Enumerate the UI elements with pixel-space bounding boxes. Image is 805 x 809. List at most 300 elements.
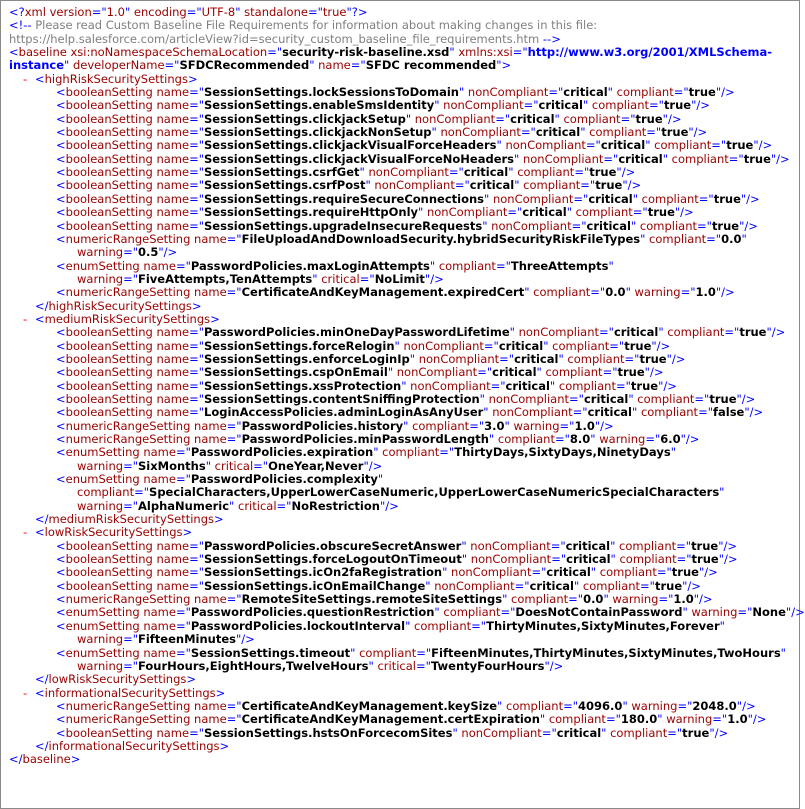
- xml-token: critical: [529, 578, 574, 593]
- xml-token: </: [35, 298, 49, 313]
- xml-line: [5, 727, 797, 740]
- xml-token: compliant: [529, 285, 591, 300]
- xml-token: SessionSettings.enforceLoginIp: [204, 351, 410, 366]
- xml-token: nonCompliant: [423, 205, 508, 220]
- xml-token: critical: [586, 218, 631, 233]
- xml-token: true: [624, 338, 652, 353]
- xml-token: =": [483, 338, 499, 353]
- xml-token: SessionSettings.csrfPost: [204, 178, 366, 193]
- xml-token: <: [56, 592, 66, 607]
- xml-token: SessionSettings.xssProtection: [204, 378, 402, 393]
- xml-token: =": [697, 218, 712, 233]
- xml-token: </: [35, 738, 49, 753]
- xml-token: =": [520, 125, 536, 140]
- xml-token: ": [403, 418, 409, 433]
- xml-token: ": [377, 472, 384, 487]
- xml-token: AlphaNumeric: [138, 498, 230, 513]
- xml-token: <: [56, 698, 66, 713]
- xml-token: =": [123, 458, 138, 473]
- xml-token: <: [56, 418, 66, 433]
- xml-token: <: [56, 725, 66, 740]
- xml-token: nonCompliant: [464, 85, 549, 100]
- xml-token: true: [711, 218, 740, 233]
- xml-line: [5, 433, 797, 446]
- xml-token: ": [482, 218, 488, 233]
- xml-token: ": [549, 378, 556, 393]
- xml-token: ": [622, 698, 628, 713]
- xml-line: [5, 19, 797, 32]
- xml-token: =": [416, 645, 432, 660]
- xml-token: nonCompliant: [519, 151, 604, 166]
- xml-token: =": [590, 285, 606, 300]
- xml-token: =": [658, 592, 674, 607]
- xml-token: =": [123, 632, 138, 647]
- xml-token: booleanSetting: [65, 725, 153, 740]
- xml-token: <: [56, 285, 66, 300]
- xml-token: ": [508, 165, 514, 180]
- xml-token: =": [189, 405, 205, 420]
- xml-token: =": [226, 285, 242, 300]
- xml-token: -->: [542, 31, 561, 46]
- xml-token: critical: [492, 365, 537, 380]
- xml-token: =": [640, 578, 655, 593]
- xml-token: CertificateAndKeyManagement.expiredCert: [241, 285, 525, 300]
- xml-token: PasswordPolicies.history: [241, 418, 404, 433]
- xml-token: =": [189, 365, 205, 380]
- xml-token: compliant: [541, 365, 603, 380]
- xml-token: warning: [627, 698, 678, 713]
- xml-token: ": [539, 712, 546, 727]
- xml-token: informationalSecuritySettings: [44, 685, 216, 700]
- xml-token: compliant: [77, 485, 135, 500]
- xml-token: enumSetting: [65, 258, 140, 273]
- xml-token: compliant: [615, 552, 677, 567]
- xml-line: [5, 273, 797, 286]
- xml-token: ": [682, 605, 688, 620]
- xml-token: ": [658, 325, 664, 340]
- xml-token: "/>: [622, 178, 642, 193]
- xml-token: =": [676, 538, 692, 553]
- xml-token: =": [226, 432, 242, 446]
- xml-line: [5, 633, 797, 646]
- xml-token: =": [599, 325, 614, 340]
- xml-token: ": [582, 98, 589, 113]
- xml-token: nonCompliant: [487, 218, 572, 233]
- xml-line: [5, 513, 797, 526]
- xml-token: compliant: [513, 165, 575, 180]
- xml-token: PasswordPolicies.lockoutInterval: [190, 618, 406, 633]
- xml-token: "/>: [709, 725, 729, 740]
- xml-token: <: [9, 45, 19, 60]
- xml-token: name: [190, 712, 227, 727]
- xml-token: <: [56, 472, 66, 487]
- xml-token: compliant: [612, 85, 674, 100]
- xml-line: [5, 566, 797, 579]
- xml-token: compliant: [579, 578, 641, 593]
- xml-token: "/>: [594, 418, 614, 433]
- xml-token: ": [504, 418, 510, 433]
- xml-token: critical: [234, 498, 277, 513]
- xml-token: SessionSettings.timeout: [190, 645, 351, 660]
- xml-token: <!--: [9, 18, 36, 33]
- xml-token: critical: [498, 338, 544, 353]
- xml-token: ": [442, 565, 448, 580]
- xml-token: ": [502, 592, 508, 607]
- xml-token: =": [605, 712, 621, 727]
- xml-token: "/>: [766, 325, 786, 340]
- xml-line: [5, 86, 797, 99]
- xml-token: "/>: [785, 605, 805, 620]
- xml-token: warning: [687, 605, 738, 620]
- xml-token: compliant: [563, 351, 625, 366]
- xml-token: numericRangeSetting: [65, 432, 191, 446]
- xml-line: [5, 366, 797, 379]
- xml-token: booleanSetting: [65, 405, 153, 420]
- xml-token: SessionSettings.clickjackVisualForceHeaders: [204, 138, 497, 153]
- xml-token: mediumRiskSecuritySettings: [48, 512, 215, 527]
- xml-token: "/>: [747, 712, 767, 727]
- xml-token: compliant: [548, 338, 610, 353]
- xml-token: =": [439, 445, 455, 460]
- xml-token: <: [56, 432, 66, 446]
- xml-token: OneYear,Never: [268, 458, 364, 473]
- xml-token: baseline: [22, 752, 71, 767]
- xml-token: critical: [535, 125, 581, 140]
- xml-token: <: [56, 391, 66, 406]
- xml-token: ": [312, 271, 318, 286]
- xml-token: CertificateAndKeyManagement.certExpiration: [241, 712, 540, 727]
- xml-token: =": [189, 218, 205, 233]
- xml-token: nonCompliant: [411, 111, 496, 126]
- xml-token: booleanSetting: [65, 151, 153, 166]
- xml-token: =": [609, 338, 625, 353]
- xml-token: numericRangeSetting: [65, 712, 191, 727]
- xml-token: DoesNotContainPassword: [515, 605, 683, 620]
- xml-token: name: [139, 605, 176, 620]
- xml-token: critical: [514, 351, 559, 366]
- xml-token: ": [64, 58, 70, 73]
- xml-token: critical: [522, 205, 567, 220]
- xml-token: SessionSettings.hstsOnForcecomSites: [204, 725, 453, 740]
- xml-token: SessionSettings.forceLogoutOnTimeout: [204, 552, 462, 567]
- xml-token: PasswordPolicies.minOneDayPasswordLifetime: [204, 325, 510, 340]
- xml-token: ": [662, 151, 669, 166]
- xml-token: ": [590, 565, 597, 580]
- xml-token: true: [671, 565, 699, 580]
- xml-token: true: [617, 365, 645, 380]
- xml-token: http://www.w3.org/2001/XMLSchema-: [527, 45, 773, 60]
- xml-token: "/>: [691, 98, 710, 113]
- xml-token: ": [524, 285, 530, 300]
- xml-token: =": [507, 205, 523, 220]
- xml-token: ": [359, 165, 365, 180]
- xml-token: ": [610, 538, 616, 553]
- xml-token: ": [741, 231, 747, 246]
- xml-token: =": [189, 338, 205, 353]
- xml-token: ": [670, 445, 676, 460]
- xml-token: 8.0: [569, 432, 591, 446]
- xml-token: standalone: [240, 5, 308, 19]
- xml-token: =": [677, 698, 693, 713]
- xml-token: ": [590, 432, 596, 446]
- xml-line: [5, 393, 797, 406]
- xml-token: ": [434, 98, 440, 113]
- xml-document: [5, 5, 805, 767]
- xml-token: =": [646, 125, 662, 140]
- xml-line: [5, 700, 797, 713]
- collapse-toggle[interactable]: -: [23, 311, 28, 326]
- xml-token: warning: [77, 458, 124, 473]
- xml-token: enumSetting: [65, 445, 140, 460]
- xml-token: =": [189, 538, 205, 553]
- xml-token: booleanSetting: [65, 338, 153, 353]
- xml-line: [5, 166, 797, 179]
- xml-token: "/>: [424, 271, 444, 286]
- xml-token: true: [743, 151, 771, 166]
- xml-token: None: [752, 605, 786, 620]
- xml-token: <: [56, 85, 66, 100]
- xml-token: =": [175, 258, 191, 273]
- xml-line: [5, 593, 797, 606]
- collapse-toggle[interactable]: -: [23, 71, 28, 86]
- xml-token: "?>: [346, 5, 368, 19]
- xml-token: critical: [211, 458, 254, 473]
- xml-token: warning: [77, 271, 124, 286]
- xml-token: booleanSetting: [65, 85, 153, 100]
- xml-token: compliant: [355, 645, 417, 660]
- xml-token: booleanSetting: [65, 378, 153, 393]
- xml-token: booleanSetting: [65, 578, 153, 593]
- xml-token: name: [152, 191, 190, 206]
- xml-token: SessionSettings.upgradeInsecureRequests: [204, 218, 483, 233]
- xml-token: </: [9, 752, 23, 767]
- xml-token: "/>: [666, 351, 686, 366]
- xml-token: =": [499, 351, 515, 366]
- xml-token: FifteenMinutes: [138, 632, 236, 647]
- xml-token: =": [667, 725, 683, 740]
- xml-token: version: [45, 5, 92, 19]
- xml-token: ": [628, 391, 634, 406]
- xml-token: =": [226, 231, 242, 246]
- xml-token: >: [187, 71, 198, 86]
- xml-token: <: [56, 205, 66, 220]
- xml-token: SessionSettings.csrfGet: [204, 165, 360, 180]
- xml-token: =": [189, 552, 205, 567]
- xml-token: <: [56, 618, 66, 633]
- xml-line: [5, 313, 797, 326]
- xml-token: 1.0: [673, 592, 694, 607]
- xml-token: >: [215, 685, 226, 700]
- xml-token: critical: [317, 271, 360, 286]
- xml-token: highRiskSecuritySettings: [48, 298, 192, 313]
- xml-token: highRiskSecuritySettings: [44, 71, 188, 86]
- xml-token: ": [365, 178, 371, 193]
- xml-token: <: [35, 311, 45, 326]
- xml-token: =": [559, 418, 575, 433]
- xml-token: true: [688, 85, 716, 100]
- xml-token: </: [35, 672, 49, 687]
- xml-token: =": [512, 45, 528, 60]
- xml-token: FifteenMinutes,ThirtyMinutes,SixtyMinutes,TwoHours: [431, 645, 781, 660]
- xml-token: =": [680, 285, 696, 300]
- xml-token: ": [625, 285, 631, 300]
- xml-token: ": [368, 658, 374, 673]
- xml-token: warning: [77, 658, 124, 673]
- xml-token: =": [175, 645, 191, 660]
- xml-token: <: [56, 712, 66, 727]
- xml-token: NoLimit: [374, 271, 425, 286]
- xml-line: [5, 660, 797, 673]
- xml-token: compliant: [572, 205, 633, 220]
- xml-token: true: [713, 191, 741, 206]
- xml-token: RemoteSiteSettings.remoteSiteSettings: [241, 592, 503, 607]
- xml-token: ": [640, 231, 646, 246]
- xml-token: ": [452, 725, 458, 740]
- xml-token: warning: [595, 432, 646, 446]
- xml-token: ": [229, 498, 235, 513]
- xml-token: warning: [630, 285, 681, 300]
- xml-token: ": [601, 725, 607, 740]
- xml-token: booleanSetting: [65, 165, 153, 180]
- xml-token: "/>: [688, 125, 708, 140]
- xml-token: =": [523, 98, 539, 113]
- xml-token: =": [572, 405, 588, 420]
- xml-token: "/>: [616, 165, 636, 180]
- xml-token: true: [726, 138, 754, 153]
- xml-token: enumSetting: [65, 645, 140, 660]
- xml-token: compliant: [606, 725, 668, 740]
- xml-token: nonCompliant: [466, 538, 551, 553]
- xml-token: true: [663, 98, 692, 113]
- xml-token: SessionSettings.icOn2faRegistration: [204, 565, 443, 580]
- xml-token: <: [56, 125, 66, 140]
- xml-token: <: [56, 552, 66, 567]
- xml-token: "/>: [158, 245, 178, 260]
- xml-token: =": [711, 138, 727, 153]
- xml-line: [5, 46, 797, 59]
- collapse-toggle[interactable]: -: [23, 525, 28, 540]
- xml-token: "/>: [715, 85, 735, 100]
- xml-token: compliant: [636, 218, 697, 233]
- xml-token: =": [123, 498, 138, 513]
- xml-token: "/>: [363, 458, 383, 473]
- xml-token: critical: [588, 191, 633, 206]
- xml-token: true: [682, 725, 710, 740]
- xml-token: critical: [618, 151, 663, 166]
- xml-token: critical: [566, 552, 611, 567]
- xml-token: "/>: [693, 592, 713, 607]
- xml-token: ": [573, 578, 580, 593]
- xml-line: [5, 687, 797, 700]
- xml-token: security-risk-baseline.xsd: [282, 45, 450, 60]
- xml-token: SessionSettings.clickjackSetup: [204, 111, 406, 126]
- xml-token: =": [123, 245, 138, 260]
- xml-token: 0.5: [138, 245, 159, 260]
- xml-token: "/>: [715, 285, 735, 300]
- xml-token: booleanSetting: [65, 538, 153, 553]
- xml-token: PasswordPolicies.complexity: [190, 472, 378, 487]
- xml-token: compliant: [378, 445, 440, 460]
- xml-token: lowRiskSecuritySettings: [48, 672, 187, 687]
- xml-token: =": [649, 98, 664, 113]
- xml-token: ": [405, 618, 411, 633]
- xml-token: =": [189, 205, 205, 220]
- xml-token: booleanSetting: [65, 125, 153, 140]
- xml-token: ": [610, 552, 616, 567]
- xml-token: =": [471, 618, 487, 633]
- xml-token: nonCompliant: [406, 378, 491, 393]
- xml-token: 1.0: [106, 5, 125, 19]
- xml-token: enumSetting: [65, 605, 140, 620]
- xml-token: 1.0: [695, 285, 716, 300]
- xml-token: warning: [608, 592, 659, 607]
- xml-token: =": [573, 191, 589, 206]
- xml-token: PasswordPolicies.questionRestriction: [190, 605, 435, 620]
- xml-token: "/>: [680, 432, 700, 446]
- collapse-toggle[interactable]: -: [23, 685, 28, 700]
- xml-token: instance: [9, 58, 65, 73]
- xml-token: ": [429, 258, 436, 273]
- xml-token: critical: [505, 378, 550, 393]
- xml-token: https://help.salesforce.com/articleView?id=security_custom_baseline_file_requirements.htm: [9, 31, 543, 46]
- xml-token: warning: [77, 498, 124, 513]
- xml-token: name: [190, 698, 227, 713]
- xml-token: PasswordPolicies.maxLoginAttempts: [190, 258, 430, 273]
- xml-token: name: [152, 578, 190, 593]
- xml-token: true: [647, 205, 675, 220]
- xml-token: =": [554, 432, 570, 446]
- xml-token: name: [152, 218, 190, 233]
- xml-token: PasswordPolicies.obscureSecretAnswer: [204, 538, 462, 553]
- xml-token: SessionSettings.enableSmsIdentity: [204, 98, 435, 113]
- xml-token: nonCompliant: [447, 565, 532, 580]
- xml-line: [5, 580, 797, 593]
- xml-token: compliant: [502, 698, 564, 713]
- xml-token: <: [56, 645, 66, 660]
- xml-token: encoding: [130, 5, 187, 19]
- xml-token: true: [709, 391, 737, 406]
- xml-token: nonCompliant: [393, 365, 478, 380]
- xml-token: =": [477, 365, 493, 380]
- xml-token: lowRiskSecuritySettings: [44, 525, 183, 540]
- xml-token: =": [123, 271, 138, 286]
- xml-token: PasswordPolicies.expiration: [190, 445, 374, 460]
- xml-token: 0.0: [721, 231, 742, 246]
- xml-token: critical: [583, 391, 629, 406]
- xml-token: 3.0: [484, 418, 505, 433]
- xml-token: =": [632, 205, 648, 220]
- xml-token: name: [152, 378, 190, 393]
- xml-token: critical: [373, 658, 416, 673]
- xml-token: =": [189, 191, 205, 206]
- xml-token: =": [514, 578, 530, 593]
- xml-token: ": [235, 5, 241, 19]
- xml-token: SFDC recommended: [365, 58, 497, 73]
- xml-token: true: [595, 178, 623, 193]
- xml-token: <: [56, 378, 66, 393]
- xml-token: ": [608, 258, 614, 273]
- xml-token: =": [276, 498, 292, 513]
- xml-token: ": [484, 191, 490, 206]
- xml-token: =": [189, 578, 205, 593]
- xml-token: name: [152, 138, 190, 153]
- xml-token: baseline: [18, 45, 67, 60]
- xml-token: =": [571, 218, 587, 233]
- xml-token: name: [139, 445, 176, 460]
- xml-token: =": [737, 605, 753, 620]
- xml-token: NoRestriction: [291, 498, 380, 513]
- xml-token: =": [500, 605, 516, 620]
